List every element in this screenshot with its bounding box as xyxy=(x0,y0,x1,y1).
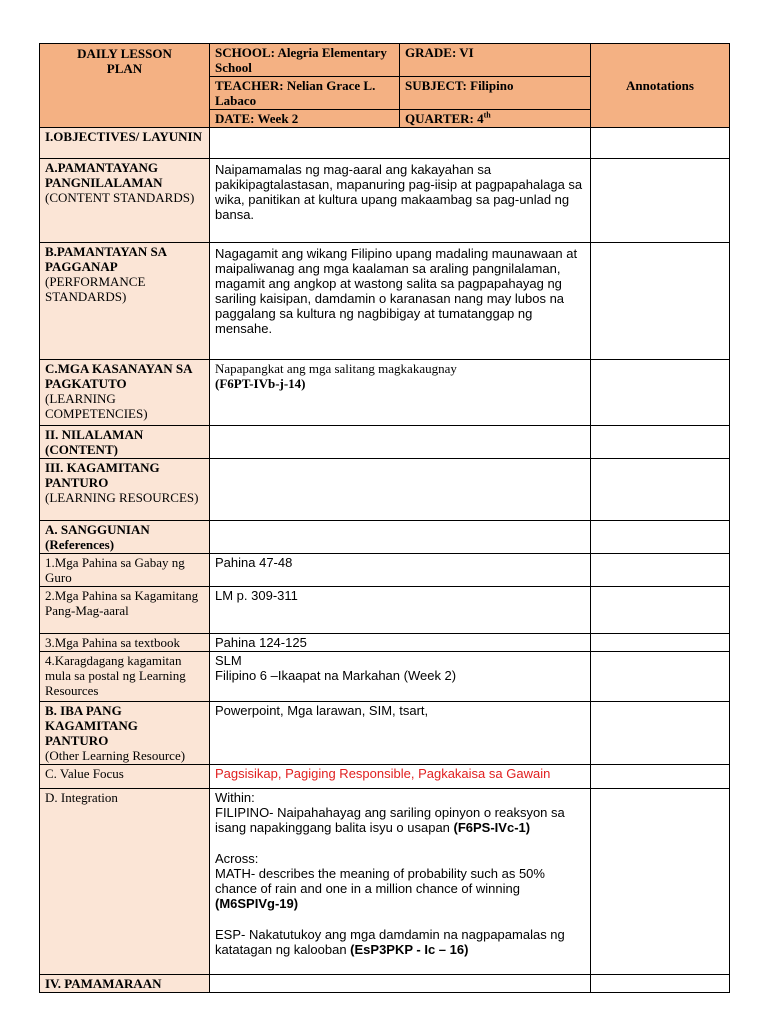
competencies-code: (F6PT-IVb-j-14) xyxy=(215,376,306,391)
integration-filipino-code: (F6PS-IVc-1) xyxy=(453,820,531,835)
references-value xyxy=(210,521,591,554)
additional-materials-value xyxy=(210,652,591,702)
integration-value xyxy=(210,789,591,975)
school-field: SCHOOL: Alegria Elementary School xyxy=(210,44,400,77)
integration-across: Across: xyxy=(215,851,259,866)
other-resources-label xyxy=(40,702,210,765)
objectives-value xyxy=(210,128,591,159)
competencies-value xyxy=(210,360,591,426)
learning-resources-value xyxy=(210,459,591,521)
daily-lesson-plan-table xyxy=(39,43,730,993)
references-label: A. SANGGUNIAN (References) xyxy=(40,521,210,554)
procedure-value xyxy=(210,975,591,993)
learning-resources-title: III. KAGAMITANG PANTURO xyxy=(45,460,160,490)
competencies-subtitle: (LEARNING COMPETENCIES) xyxy=(45,391,148,421)
performance-standards-label xyxy=(40,243,210,360)
additional-materials-line-2: Filipino 6 –Ikaapat na Markahan (Week 2) xyxy=(215,668,457,683)
content-annotation xyxy=(591,426,730,459)
integration-filipino-text: FILIPINO- Naipahahayag ang sariling opinyon o reaksyon sa isang napakinggang balita isyu o usapan xyxy=(215,805,565,835)
learning-resources-label xyxy=(40,459,210,521)
value-focus-label: C. Value Focus xyxy=(40,765,210,789)
textbook-pages-label: 3.Mga Pahina sa textbook xyxy=(40,634,210,652)
learning-resources-annotation xyxy=(591,459,730,521)
other-resources-annotation xyxy=(591,702,730,765)
date-field: DATE: Week 2 xyxy=(210,110,400,128)
title-line-2: PLAN xyxy=(106,61,143,76)
integration-math-code: (M6SPIVg-19) xyxy=(215,896,299,911)
integration-math-text: MATH- describes the meaning of probability such as 50% chance of rain and one in a million chance of winning xyxy=(215,866,545,896)
additional-materials-line-1: SLM xyxy=(215,653,242,668)
references-annotation xyxy=(591,521,730,554)
guide-pages-value: Pahina 47-48 xyxy=(210,554,591,587)
performance-standards-annotation xyxy=(591,243,730,360)
performance-standards-title: B.PAMANTAYAN SA PAGGANAP xyxy=(45,244,167,274)
content-standards-annotation xyxy=(591,159,730,243)
additional-materials-annotation xyxy=(591,652,730,702)
objectives-label: I.OBJECTIVES/ LAYUNIN xyxy=(40,128,210,159)
teacher-field: TEACHER: Nelian Grace L. Labaco xyxy=(210,77,400,110)
title-line-1: DAILY LESSON xyxy=(77,46,172,61)
learner-material-pages-label: 2.Mga Pahina sa Kagamitang Pang-Mag-aaral xyxy=(40,587,210,634)
other-resources-title: B. IBA PANG KAGAMITANG PANTURO xyxy=(45,703,138,748)
value-focus-value: Pagsisikap, Pagiging Responsible, Pagkakaisa sa Gawain xyxy=(210,765,591,789)
competencies-text: Napapangkat ang mga salitang magkakaugnay xyxy=(215,361,457,376)
textbook-pages-value: Pahina 124-125 xyxy=(210,634,591,652)
performance-standards-text: Nagagamit ang wikang Filipino upang madaling maunawaan at maipaliwanag ang mga kaalaman sa araling pangnilalaman, magamit ang angkop at wastong salita sa pagpapahayag ng sariling kaisipan, damdamin o karanasan nang may lubos na paggalang sa kultura ng nagbibigay at tumatanggap ng mensahe. xyxy=(210,243,591,360)
additional-materials-label: 4.Karagdagang kagamitan mula sa postal ng Learning Resources xyxy=(40,652,210,702)
integration-esp-text: ESP- Nakatutukoy ang mga damdamin na nagpapamalas ng katatagan ng kalooban xyxy=(215,927,565,957)
annotations-header: Annotations xyxy=(591,44,730,128)
quarter-superscript: th xyxy=(483,110,491,120)
other-resources-subtitle: (Other Learning Resource) xyxy=(45,748,186,763)
competencies-label xyxy=(40,360,210,426)
integration-annotation xyxy=(591,789,730,975)
procedure-label: IV. PAMAMARAAN xyxy=(40,975,210,993)
document-title xyxy=(40,44,210,128)
quarter-field xyxy=(400,110,591,128)
subject-field: SUBJECT: Filipino xyxy=(400,77,591,110)
learning-resources-subtitle: (LEARNING RESOURCES) xyxy=(45,490,199,505)
objectives-annotation xyxy=(591,128,730,159)
performance-standards-subtitle: (PERFORMANCE STANDARDS) xyxy=(45,274,146,304)
integration-esp-code: (EsP3PKP - Ic – 16) xyxy=(350,942,469,957)
integration-label: D. Integration xyxy=(40,789,210,975)
learner-material-pages-value: LM p. 309-311 xyxy=(210,587,591,634)
value-focus-annotation xyxy=(591,765,730,789)
integration-within: Within: xyxy=(215,790,255,805)
content-value xyxy=(210,426,591,459)
content-standards-subtitle: (CONTENT STANDARDS) xyxy=(45,190,195,205)
learner-material-pages-annotation xyxy=(591,587,730,634)
other-resources-value: Powerpoint, Mga larawan, SIM, tsart, xyxy=(210,702,591,765)
textbook-pages-annotation xyxy=(591,634,730,652)
quarter-value: QUARTER: 4 xyxy=(405,111,484,126)
guide-pages-label: 1.Mga Pahina sa Gabay ng Guro xyxy=(40,554,210,587)
grade-field: GRADE: VI xyxy=(400,44,591,77)
procedure-annotation xyxy=(591,975,730,993)
competencies-annotation xyxy=(591,360,730,426)
content-label: II. NILALAMAN (CONTENT) xyxy=(40,426,210,459)
competencies-title: C.MGA KASANAYAN SA PAGKATUTO xyxy=(45,361,192,391)
content-standards-text: Naipamamalas ng mag-aaral ang kakayahan sa pakikipagtalastasan, mapanuring pag-iisip at pagpapahalaga sa wika, panitikan at kultura upang makaambag sa pag-unlad ng bansa. xyxy=(210,159,591,243)
guide-pages-annotation xyxy=(591,554,730,587)
content-standards-title: A.PAMANTAYANG PANGNILALAMAN xyxy=(45,160,163,190)
content-standards-label xyxy=(40,159,210,243)
